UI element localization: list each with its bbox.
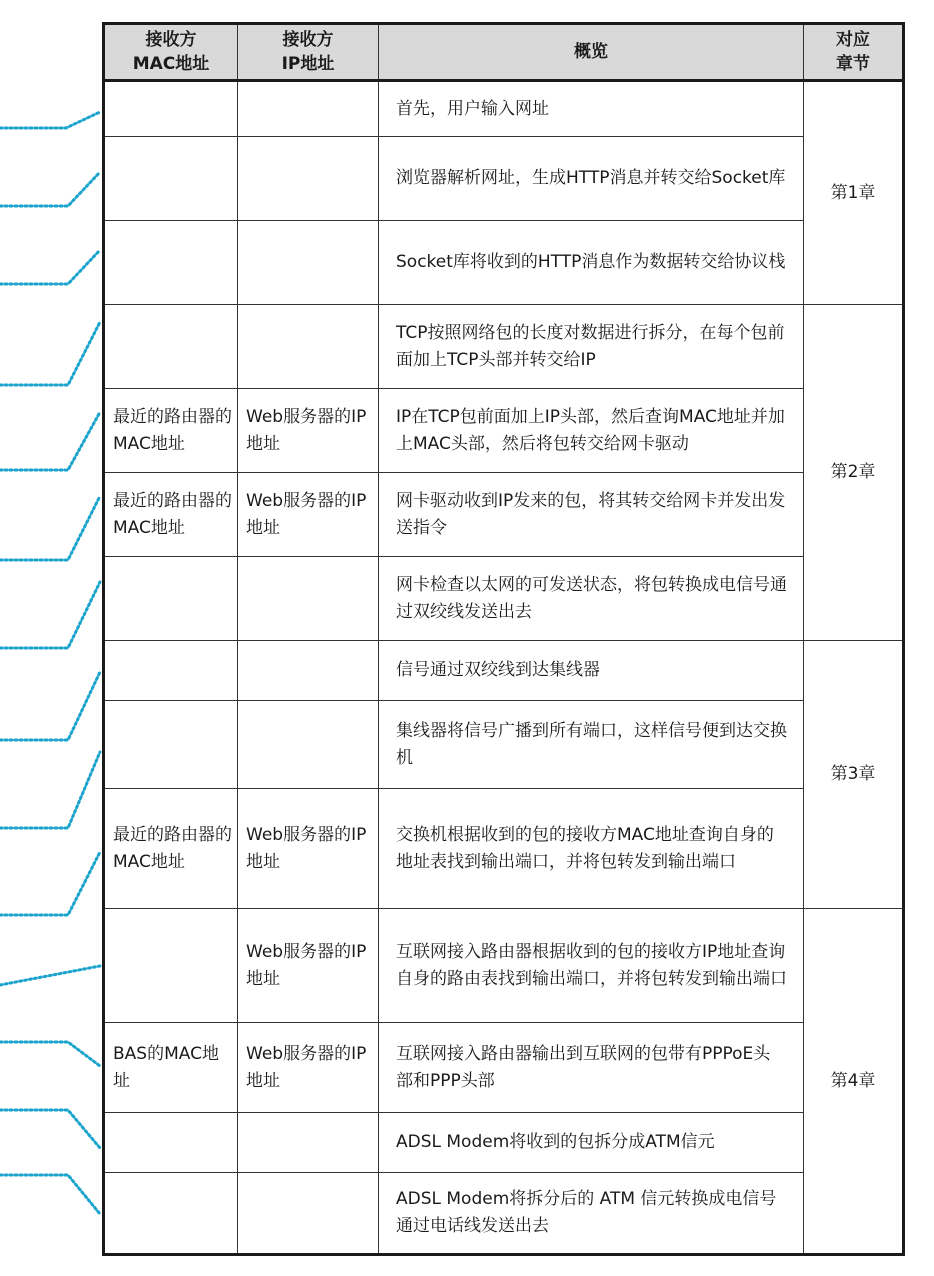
cell-overview: 互联网接入路由器输出到互联网的包带有PPPoE头部和PPP头部 bbox=[379, 1023, 804, 1113]
table-row bbox=[104, 1023, 904, 1113]
cell-chapter: 第2章 bbox=[804, 305, 904, 641]
connector-line bbox=[0, 966, 100, 985]
cell-chapter: 第4章 bbox=[804, 909, 904, 1255]
cell-overview: IP在TCP包前面加上IP头部，然后查询MAC地址并加上MAC头部，然后将包转交给网卡驱动 bbox=[379, 389, 804, 473]
table-row bbox=[104, 1173, 904, 1255]
cell-mac bbox=[104, 81, 238, 137]
cell-chapter: 第3章 bbox=[804, 641, 904, 909]
cell-ip bbox=[238, 1113, 379, 1173]
cell-ip bbox=[238, 305, 379, 389]
cell-overview: 交换机根据收到的包的接收方MAC地址查询自身的地址表找到输出端口，并将包转发到输出端口 bbox=[379, 789, 804, 909]
table-row bbox=[104, 389, 904, 473]
table-row bbox=[104, 305, 904, 389]
cell-ip: Web服务器的IP地址 bbox=[238, 389, 379, 473]
table-row bbox=[104, 221, 904, 305]
table-row bbox=[104, 557, 904, 641]
table-row bbox=[104, 641, 904, 701]
connector-line bbox=[0, 582, 100, 648]
cell-ip bbox=[238, 221, 379, 305]
connector-line bbox=[0, 496, 100, 560]
table-row bbox=[104, 1113, 904, 1173]
table-row bbox=[104, 909, 904, 1023]
cell-mac bbox=[104, 557, 238, 641]
cell-mac bbox=[104, 305, 238, 389]
table-header-row bbox=[104, 24, 904, 81]
table-row bbox=[104, 81, 904, 137]
table-row bbox=[104, 701, 904, 789]
connector-line bbox=[0, 250, 100, 284]
cell-overview: TCP按照网络包的长度对数据进行拆分，在每个包前面加上TCP头部并转交给IP bbox=[379, 305, 804, 389]
cell-overview: 网卡驱动收到IP发来的包，将其转交给网卡并发出发送指令 bbox=[379, 473, 804, 557]
connector-line bbox=[0, 852, 100, 915]
cell-ip bbox=[238, 137, 379, 221]
cell-ip: Web服务器的IP地址 bbox=[238, 909, 379, 1023]
cell-ip: Web服务器的IP地址 bbox=[238, 789, 379, 909]
cell-mac: 最近的路由器的MAC地址 bbox=[104, 789, 238, 909]
header-receiver-ip: 接收方 IP地址 bbox=[238, 24, 379, 81]
cell-mac: 最近的路由器的MAC地址 bbox=[104, 473, 238, 557]
header-overview: 概览 bbox=[379, 24, 804, 81]
connector-line bbox=[0, 672, 100, 740]
connector-line bbox=[0, 752, 100, 828]
cell-mac bbox=[104, 137, 238, 221]
cell-overview: 浏览器解析网址，生成HTTP消息并转交给Socket库 bbox=[379, 137, 804, 221]
cell-mac bbox=[104, 909, 238, 1023]
cell-mac bbox=[104, 1173, 238, 1255]
cell-mac bbox=[104, 221, 238, 305]
connector-line bbox=[0, 112, 100, 128]
cell-ip bbox=[238, 641, 379, 701]
table-row bbox=[104, 789, 904, 909]
connector-line bbox=[0, 412, 100, 470]
cell-overview: Socket库将收到的HTTP消息作为数据转交给协议栈 bbox=[379, 221, 804, 305]
cell-mac: 最近的路由器的MAC地址 bbox=[104, 389, 238, 473]
cell-ip: Web服务器的IP地址 bbox=[238, 1023, 379, 1113]
table-row bbox=[104, 473, 904, 557]
header-chapter: 对应 章节 bbox=[804, 24, 904, 81]
cell-overview: ADSL Modem将收到的包拆分成ATM信元 bbox=[379, 1113, 804, 1173]
cell-overview: 集线器将信号广播到所有端口，这样信号便到达交换机 bbox=[379, 701, 804, 789]
cell-overview: 信号通过双绞线到达集线器 bbox=[379, 641, 804, 701]
cell-overview: 互联网接入路由器根据收到的包的接收方IP地址查询自身的路由表找到输出端口，并将包转发到输出端口 bbox=[379, 909, 804, 1023]
cell-ip bbox=[238, 81, 379, 137]
connector-line bbox=[0, 322, 100, 385]
connector-line bbox=[0, 1175, 100, 1214]
cell-mac bbox=[104, 641, 238, 701]
header-receiver-mac: 接收方 MAC地址 bbox=[104, 24, 238, 81]
table-row bbox=[104, 137, 904, 221]
cell-mac: BAS的MAC地址 bbox=[104, 1023, 238, 1113]
cell-ip bbox=[238, 1173, 379, 1255]
cell-ip bbox=[238, 701, 379, 789]
cell-overview: 首先，用户输入网址 bbox=[379, 81, 804, 137]
connector-line bbox=[0, 1110, 100, 1148]
cell-overview: ADSL Modem将拆分后的 ATM 信元转换成电信号通过电话线发送出去 bbox=[379, 1173, 804, 1255]
connector-line bbox=[0, 1042, 100, 1066]
cell-ip: Web服务器的IP地址 bbox=[238, 473, 379, 557]
cell-ip bbox=[238, 557, 379, 641]
cell-chapter: 第1章 bbox=[804, 81, 904, 305]
network-flow-table bbox=[102, 22, 905, 1256]
connector-line bbox=[0, 172, 100, 206]
cell-mac bbox=[104, 1113, 238, 1173]
cell-mac bbox=[104, 701, 238, 789]
cell-overview: 网卡检查以太网的可发送状态，将包转换成电信号通过双绞线发送出去 bbox=[379, 557, 804, 641]
